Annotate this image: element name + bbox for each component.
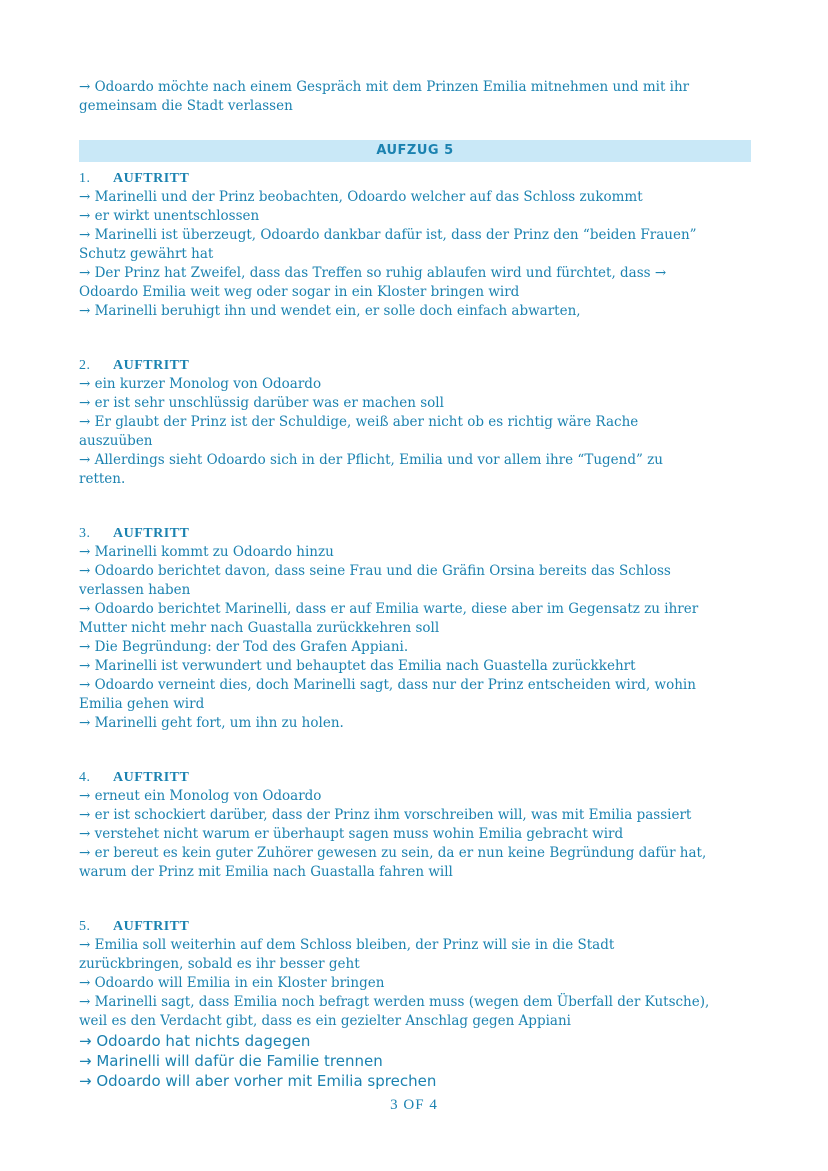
scene-title: AUFTRITT	[113, 526, 190, 541]
scene-number: 3.	[79, 526, 91, 541]
scene-line: → verstehet nicht warum er überhaupt sagen muss wohin Emilia gebracht wird	[79, 826, 624, 842]
scene-line: auszuüben	[79, 433, 153, 449]
scene-line: → Der Prinz hat Zweifel, dass das Treffen so ruhig ablaufen wird und fürchtet, dass →	[79, 265, 667, 281]
scene-line: → er ist schockiert darüber, dass der Prinz ihm vorschreiben will, was mit Emilia passiert	[79, 807, 692, 823]
scene-title: AUFTRITT	[113, 919, 190, 934]
scene-line: → Die Begründung: der Tod des Grafen Appiani.	[79, 639, 409, 655]
scene-line: → Marinelli ist verwundert und behauptet das Emilia nach Guastella zurückkehrt	[79, 658, 636, 674]
scene-line: → Marinelli ist überzeugt, Odoardo dankbar dafür ist, dass der Prinz den “beiden Frauen”	[79, 227, 697, 243]
scene-line: → er ist sehr unschlüssig darüber was er machen soll	[79, 395, 444, 411]
scene-number: 5.	[79, 919, 91, 934]
scene-line: → erneut ein Monolog von Odoardo	[79, 788, 322, 804]
scene-line: → Er glaubt der Prinz ist der Schuldige, weiß aber nicht ob es richtig wäre Rache	[79, 414, 639, 430]
scene-section	[79, 525, 751, 733]
document-page	[79, 78, 751, 1099]
scene-line: → Emilia soll weiterhin auf dem Schloss bleiben, der Prinz will sie in die Stadt	[79, 937, 615, 953]
intro-paragraph	[79, 78, 751, 116]
scene-number: 4.	[79, 770, 91, 785]
scene-line: weil es den Verdacht gibt, dass es ein gezielter Anschlag gegen Appiani	[79, 1013, 571, 1029]
scene-line-large: → Odoardo will aber vorher mit Emilia sprechen	[79, 1072, 437, 1090]
scene-line: → Marinelli und der Prinz beobachten, Odoardo welcher auf das Schloss zukommt	[79, 189, 643, 205]
scene-line: Odoardo Emilia weit weg oder sogar in ein Kloster bringen wird	[79, 284, 520, 300]
scene-section	[79, 769, 751, 882]
scene-line: → Marinelli kommt zu Odoardo hinzu	[79, 544, 334, 560]
scene-line: Emilia gehen wird	[79, 696, 205, 712]
scene-title: AUFTRITT	[113, 358, 190, 373]
scene-line: → Odoardo berichtet davon, dass seine Frau und die Gräfin Orsina bereits das Schloss	[79, 563, 671, 579]
scene-line: zurückbringen, sobald es ihr besser geht	[79, 956, 360, 972]
scene-heading	[79, 769, 751, 787]
large-lines	[79, 1031, 751, 1091]
scene-line: → Marinelli sagt, dass Emilia noch befragt werden muss (wegen dem Überfall der Kutsche),	[79, 994, 710, 1010]
scene-section	[79, 170, 751, 321]
scene-line: retten.	[79, 471, 126, 487]
scene-line: warum der Prinz mit Emilia nach Guastalla fahren will	[79, 864, 453, 880]
scene-line: → Odoardo will Emilia in ein Kloster bringen	[79, 975, 385, 991]
scene-heading	[79, 170, 751, 188]
scene-section	[79, 918, 751, 1091]
scene-line-large: → Marinelli will dafür die Familie trennen	[79, 1052, 383, 1070]
scene-line: Mutter nicht mehr nach Guastalla zurückkehren soll	[79, 620, 440, 636]
intro-line: → Odoardo möchte nach einem Gespräch mit dem Prinzen Emilia mitnehmen und mit ihr	[79, 79, 690, 95]
scene-title: AUFTRITT	[113, 171, 190, 186]
scene-line: → Allerdings sieht Odoardo sich in der Pflicht, Emilia und vor allem ihre “Tugend” zu	[79, 452, 663, 468]
scene-line: Schutz gewährt hat	[79, 246, 214, 262]
scene-number: 1.	[79, 171, 91, 186]
scene-line: → Marinelli beruhigt ihn und wendet ein, er solle doch einfach abwarten,	[79, 303, 581, 319]
scene-line: → ein kurzer Monolog von Odoardo	[79, 376, 322, 392]
page-number: 3 OF 4	[390, 1097, 438, 1113]
scene-line: → er bereut es kein guter Zuhörer gewesen zu sein, da er nun keine Begründung dafür hat,	[79, 845, 707, 861]
scene-line: → er wirkt unentschlossen	[79, 208, 260, 224]
scene-section	[79, 357, 751, 489]
scene-heading	[79, 918, 751, 936]
act-banner: AUFZUG 5	[79, 140, 751, 162]
scene-number: 2.	[79, 358, 91, 373]
scene-line: → Marinelli geht fort, um ihn zu holen.	[79, 715, 344, 731]
scene-title: AUFTRITT	[113, 770, 190, 785]
scene-line: verlassen haben	[79, 582, 191, 598]
scene-line: → Odoardo verneint dies, doch Marinelli sagt, dass nur der Prinz entscheiden wird, wohin	[79, 677, 696, 693]
scene-line: → Odoardo berichtet Marinelli, dass er auf Emilia warte, diese aber im Gegensatz zu ihrer	[79, 601, 699, 617]
scene-line-large: → Odoardo hat nichts dagegen	[79, 1032, 311, 1050]
scene-list	[79, 170, 751, 1091]
scene-heading	[79, 357, 751, 375]
scene-heading	[79, 525, 751, 543]
intro-line: gemeinsam die Stadt verlassen	[79, 98, 293, 114]
